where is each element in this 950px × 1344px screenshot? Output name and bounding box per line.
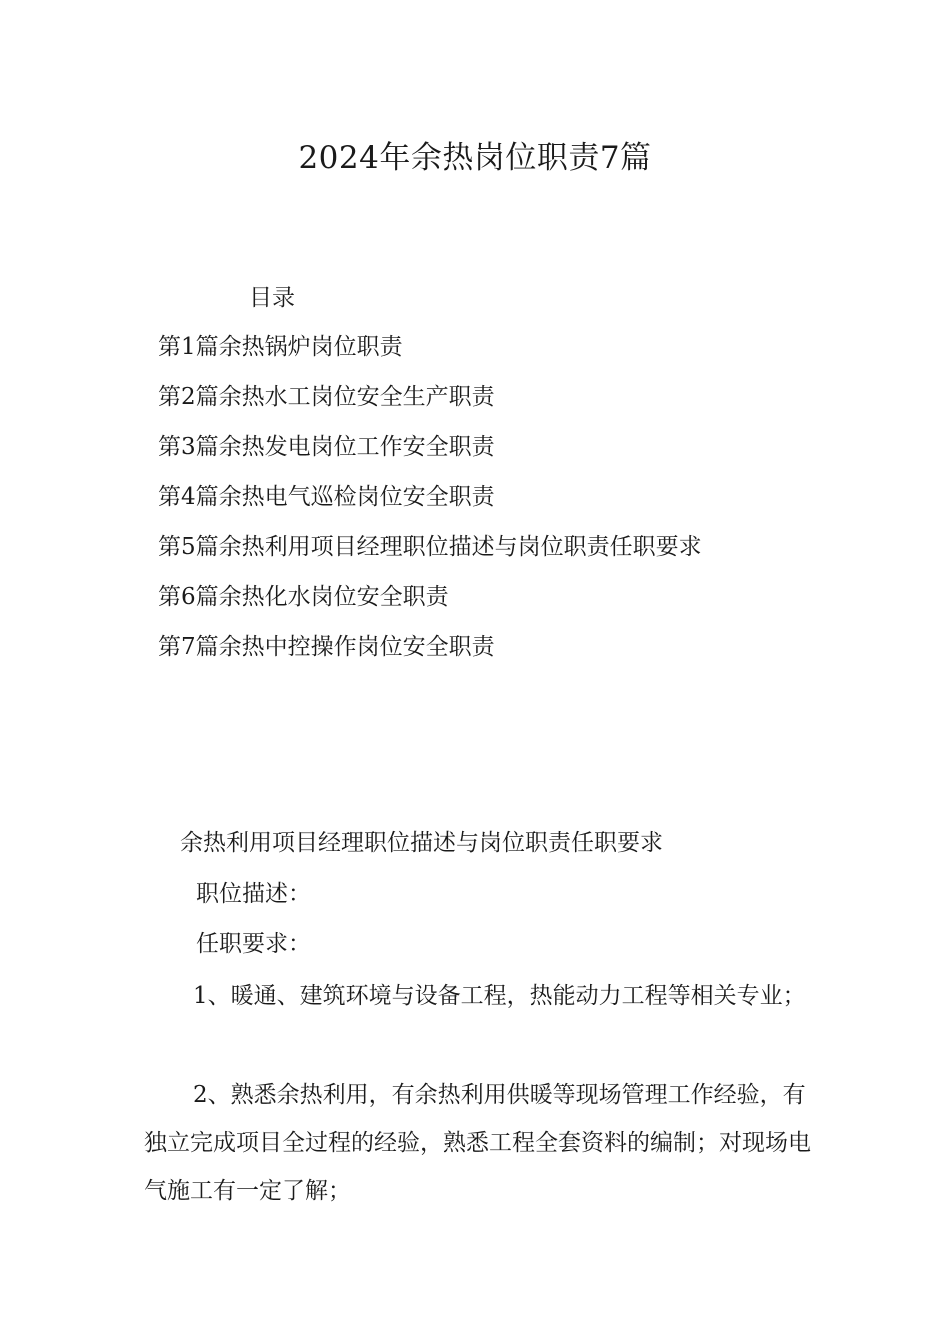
toc-item: 第1篇余热锅炉岗位职责 xyxy=(158,334,403,360)
requirement-paragraph: 1、暖通、建筑环境与设备工程，热能动力工程等相关专业； xyxy=(193,983,806,1009)
section-title: 余热利用项目经理职位描述与岗位职责任职要求 xyxy=(180,830,663,856)
toc-item: 第7篇余热中控操作岗位安全职责 xyxy=(158,634,495,660)
toc-heading: 目录 xyxy=(249,285,295,311)
job-description-label: 职位描述： xyxy=(196,881,311,907)
toc-item: 第6篇余热化水岗位安全职责 xyxy=(158,584,449,610)
table-of-contents xyxy=(158,330,702,680)
requirements-label: 任职要求： xyxy=(196,931,311,957)
toc-item: 第4篇余热电气巡检岗位安全职责 xyxy=(158,484,495,510)
toc-item: 第5篇余热利用项目经理职位描述与岗位职责任职要求 xyxy=(158,534,702,560)
toc-item: 第2篇余热水工岗位安全生产职责 xyxy=(158,384,495,410)
requirement-paragraph: 2、熟悉余热利用，有余热利用供暖等现场管理工作经验，有独立完成项目全过程的经验，熟悉工程全套资料的编制；对现场电气施工有一定了解； xyxy=(144,1082,811,1204)
toc-item: 第3篇余热发电岗位工作安全职责 xyxy=(158,434,495,460)
page-title: 2024年余热岗位职责7篇 xyxy=(298,140,652,176)
